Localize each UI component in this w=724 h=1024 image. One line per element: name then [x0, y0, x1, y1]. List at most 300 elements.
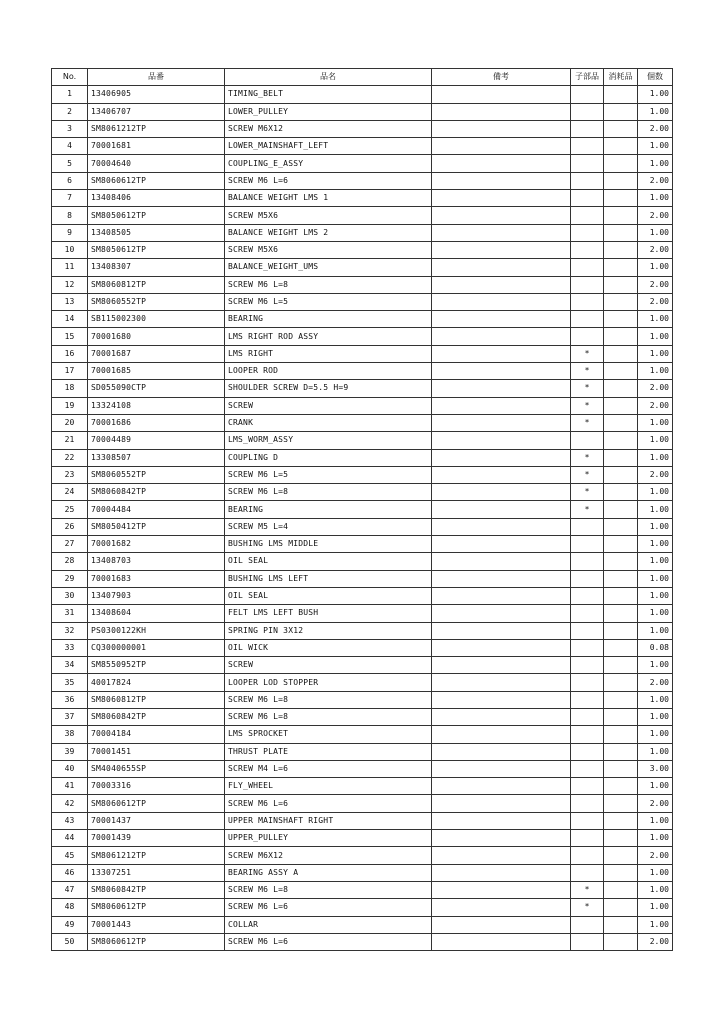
remarks-cell [432, 397, 571, 414]
consumable-mark-cell [604, 674, 638, 691]
row-number-cell: 7 [52, 190, 88, 207]
row-number-cell: 43 [52, 812, 88, 829]
part-number-cell: SM8060552TP [88, 293, 225, 310]
remarks-cell [432, 536, 571, 553]
part-number-cell: SM8060812TP [88, 691, 225, 708]
sub-part-mark-cell [571, 276, 604, 293]
consumable-mark-cell [604, 570, 638, 587]
table-row [52, 259, 673, 276]
quantity-cell: 1.00 [638, 830, 673, 847]
quantity-cell: 1.00 [638, 899, 673, 916]
remarks-cell [432, 864, 571, 881]
part-name-cell: FLY_WHEEL [225, 778, 432, 795]
sub-part-mark-cell [571, 933, 604, 950]
row-number-cell: 30 [52, 587, 88, 604]
row-number-cell: 50 [52, 933, 88, 950]
part-number-cell: SM8060552TP [88, 466, 225, 483]
quantity-cell: 1.00 [638, 587, 673, 604]
sub-part-mark-cell [571, 830, 604, 847]
remarks-cell [432, 639, 571, 656]
part-number-cell: 70001439 [88, 830, 225, 847]
part-name-cell: BUSHING LMS MIDDLE [225, 536, 432, 553]
part-number-cell: SM8060842TP [88, 484, 225, 501]
table-row [52, 518, 673, 535]
part-name-cell: OIL SEAL [225, 553, 432, 570]
consumable-mark-cell [604, 259, 638, 276]
row-number-cell: 26 [52, 518, 88, 535]
part-number-cell: 70001437 [88, 812, 225, 829]
row-number-cell: 13 [52, 293, 88, 310]
row-number-cell: 34 [52, 657, 88, 674]
part-name-cell: LMS RIGHT ROD ASSY [225, 328, 432, 345]
quantity-cell: 1.00 [638, 726, 673, 743]
consumable-mark-cell [604, 311, 638, 328]
table-row [52, 311, 673, 328]
part-name-cell: UPPER_PULLEY [225, 830, 432, 847]
part-number-cell: SM8050412TP [88, 518, 225, 535]
quantity-cell: 2.00 [638, 933, 673, 950]
consumable-mark-cell [604, 207, 638, 224]
consumable-mark-cell [604, 328, 638, 345]
row-number-cell: 18 [52, 380, 88, 397]
part-name-cell: LOWER_MAINSHAFT_LEFT [225, 138, 432, 155]
sub-part-mark-cell [571, 103, 604, 120]
consumable-mark-cell [604, 414, 638, 431]
table-row [52, 553, 673, 570]
remarks-cell [432, 86, 571, 103]
header-part-name: 品名 [225, 69, 432, 86]
sub-part-mark-cell [571, 224, 604, 241]
table-row [52, 345, 673, 362]
table-row [52, 899, 673, 916]
quantity-cell: 1.00 [638, 553, 673, 570]
remarks-cell [432, 103, 571, 120]
table-row [52, 847, 673, 864]
part-number-cell: 13408406 [88, 190, 225, 207]
part-number-cell: SM8060612TP [88, 933, 225, 950]
row-number-cell: 35 [52, 674, 88, 691]
sub-part-mark-cell [571, 553, 604, 570]
row-number-cell: 14 [52, 311, 88, 328]
part-name-cell: LOWER_PULLEY [225, 103, 432, 120]
part-number-cell: SM8061212TP [88, 120, 225, 137]
quantity-cell: 1.00 [638, 778, 673, 795]
part-number-cell: SM8060612TP [88, 899, 225, 916]
quantity-cell: 1.00 [638, 138, 673, 155]
part-number-cell: CQ300000001 [88, 639, 225, 656]
header-consumable: 消耗品 [604, 69, 638, 86]
remarks-cell [432, 674, 571, 691]
consumable-mark-cell [604, 536, 638, 553]
table-row [52, 812, 673, 829]
remarks-cell [432, 414, 571, 431]
row-number-cell: 36 [52, 691, 88, 708]
table-row [52, 241, 673, 258]
consumable-mark-cell [604, 432, 638, 449]
row-number-cell: 37 [52, 708, 88, 725]
quantity-cell: 1.00 [638, 622, 673, 639]
row-number-cell: 16 [52, 345, 88, 362]
table-row [52, 830, 673, 847]
part-name-cell: FELT LMS LEFT BUSH [225, 605, 432, 622]
sub-part-mark-cell [571, 726, 604, 743]
row-number-cell: 31 [52, 605, 88, 622]
remarks-cell [432, 328, 571, 345]
quantity-cell: 1.00 [638, 432, 673, 449]
quantity-cell: 1.00 [638, 449, 673, 466]
quantity-cell: 1.00 [638, 224, 673, 241]
table-row [52, 138, 673, 155]
remarks-cell [432, 691, 571, 708]
sub-part-mark-cell: * [571, 345, 604, 362]
sub-part-mark-cell [571, 674, 604, 691]
part-name-cell: BEARING ASSY A [225, 864, 432, 881]
row-number-cell: 42 [52, 795, 88, 812]
consumable-mark-cell [604, 518, 638, 535]
table-row [52, 622, 673, 639]
quantity-cell: 1.00 [638, 518, 673, 535]
sub-part-mark-cell [571, 916, 604, 933]
table-row [52, 276, 673, 293]
table-row [52, 674, 673, 691]
quantity-cell: 2.00 [638, 241, 673, 258]
table-row [52, 484, 673, 501]
table-row [52, 916, 673, 933]
row-number-cell: 3 [52, 120, 88, 137]
table-row [52, 743, 673, 760]
remarks-cell [432, 778, 571, 795]
quantity-cell: 1.00 [638, 190, 673, 207]
quantity-cell: 3.00 [638, 760, 673, 777]
remarks-cell [432, 380, 571, 397]
quantity-cell: 1.00 [638, 414, 673, 431]
consumable-mark-cell [604, 103, 638, 120]
consumable-mark-cell [604, 847, 638, 864]
part-number-cell: SM8060612TP [88, 795, 225, 812]
part-number-cell: 13308507 [88, 449, 225, 466]
part-number-cell: SM8060812TP [88, 276, 225, 293]
part-number-cell: 13406707 [88, 103, 225, 120]
table-row [52, 778, 673, 795]
row-number-cell: 15 [52, 328, 88, 345]
part-number-cell: 70004484 [88, 501, 225, 518]
part-name-cell: SCREW [225, 657, 432, 674]
table-row [52, 570, 673, 587]
part-name-cell: LOOPER LOD STOPPER [225, 674, 432, 691]
part-name-cell: SCREW M6X12 [225, 120, 432, 137]
sub-part-mark-cell: * [571, 466, 604, 483]
consumable-mark-cell [604, 155, 638, 172]
remarks-cell [432, 587, 571, 604]
table-row [52, 224, 673, 241]
part-name-cell: BEARING [225, 501, 432, 518]
sub-part-mark-cell: * [571, 363, 604, 380]
sub-part-mark-cell [571, 328, 604, 345]
consumable-mark-cell [604, 881, 638, 898]
header-no: No. [52, 69, 88, 86]
table-row [52, 726, 673, 743]
sub-part-mark-cell [571, 190, 604, 207]
row-number-cell: 11 [52, 259, 88, 276]
remarks-cell [432, 501, 571, 518]
quantity-cell: 2.00 [638, 172, 673, 189]
remarks-cell [432, 553, 571, 570]
quantity-cell: 1.00 [638, 570, 673, 587]
remarks-cell [432, 605, 571, 622]
consumable-mark-cell [604, 241, 638, 258]
consumable-mark-cell [604, 778, 638, 795]
part-number-cell: 13324108 [88, 397, 225, 414]
part-name-cell: TIMING_BELT [225, 86, 432, 103]
quantity-cell: 1.00 [638, 691, 673, 708]
part-name-cell: BALANCE WEIGHT LMS 2 [225, 224, 432, 241]
consumable-mark-cell [604, 708, 638, 725]
consumable-mark-cell [604, 899, 638, 916]
part-name-cell: LMS RIGHT [225, 345, 432, 362]
sub-part-mark-cell [571, 708, 604, 725]
table-header-row [52, 69, 673, 86]
table-row [52, 103, 673, 120]
quantity-cell: 2.00 [638, 293, 673, 310]
part-name-cell: SPRING PIN 3X12 [225, 622, 432, 639]
remarks-cell [432, 795, 571, 812]
consumable-mark-cell [604, 639, 638, 656]
sub-part-mark-cell [571, 432, 604, 449]
remarks-cell [432, 466, 571, 483]
consumable-mark-cell [604, 657, 638, 674]
part-name-cell: SCREW M5X6 [225, 241, 432, 258]
part-number-cell: 70001687 [88, 345, 225, 362]
row-number-cell: 2 [52, 103, 88, 120]
remarks-cell [432, 345, 571, 362]
sub-part-mark-cell [571, 293, 604, 310]
sub-part-mark-cell [571, 847, 604, 864]
row-number-cell: 41 [52, 778, 88, 795]
part-number-cell: 13406905 [88, 86, 225, 103]
row-number-cell: 32 [52, 622, 88, 639]
sub-part-mark-cell [571, 605, 604, 622]
table-body [52, 86, 673, 951]
sub-part-mark-cell [571, 639, 604, 656]
sub-part-mark-cell [571, 795, 604, 812]
row-number-cell: 6 [52, 172, 88, 189]
table-row [52, 293, 673, 310]
sub-part-mark-cell [571, 570, 604, 587]
part-number-cell: 70001451 [88, 743, 225, 760]
sub-part-mark-cell [571, 138, 604, 155]
row-number-cell: 25 [52, 501, 88, 518]
quantity-cell: 1.00 [638, 103, 673, 120]
remarks-cell [432, 120, 571, 137]
remarks-cell [432, 657, 571, 674]
remarks-cell [432, 518, 571, 535]
part-number-cell: SM8060612TP [88, 172, 225, 189]
sub-part-mark-cell [571, 120, 604, 137]
quantity-cell: 1.00 [638, 605, 673, 622]
remarks-cell [432, 172, 571, 189]
sub-part-mark-cell [571, 241, 604, 258]
part-number-cell: SM8050612TP [88, 241, 225, 258]
row-number-cell: 44 [52, 830, 88, 847]
sub-part-mark-cell [571, 812, 604, 829]
row-number-cell: 9 [52, 224, 88, 241]
part-name-cell: SCREW M6 L=8 [225, 484, 432, 501]
table-row [52, 466, 673, 483]
table-row [52, 933, 673, 950]
part-number-cell: 40017824 [88, 674, 225, 691]
part-number-cell: 13407903 [88, 587, 225, 604]
row-number-cell: 33 [52, 639, 88, 656]
row-number-cell: 21 [52, 432, 88, 449]
part-number-cell: SM8060842TP [88, 881, 225, 898]
quantity-cell: 1.00 [638, 155, 673, 172]
consumable-mark-cell [604, 726, 638, 743]
row-number-cell: 20 [52, 414, 88, 431]
quantity-cell: 1.00 [638, 916, 673, 933]
remarks-cell [432, 916, 571, 933]
consumable-mark-cell [604, 449, 638, 466]
table-row [52, 501, 673, 518]
sub-part-mark-cell [571, 743, 604, 760]
consumable-mark-cell [604, 86, 638, 103]
part-number-cell: PS0300122KH [88, 622, 225, 639]
part-number-cell: 13408505 [88, 224, 225, 241]
consumable-mark-cell [604, 864, 638, 881]
quantity-cell: 1.00 [638, 484, 673, 501]
quantity-cell: 1.00 [638, 259, 673, 276]
row-number-cell: 38 [52, 726, 88, 743]
part-number-cell: 70004489 [88, 432, 225, 449]
header-quantity: 個数 [638, 69, 673, 86]
part-number-cell: 70001683 [88, 570, 225, 587]
part-name-cell: COUPLING_E_ASSY [225, 155, 432, 172]
consumable-mark-cell [604, 743, 638, 760]
quantity-cell: 1.00 [638, 743, 673, 760]
part-number-cell: SD055090CTP [88, 380, 225, 397]
row-number-cell: 19 [52, 397, 88, 414]
table-row [52, 363, 673, 380]
part-number-cell: 70001681 [88, 138, 225, 155]
remarks-cell [432, 293, 571, 310]
quantity-cell: 2.00 [638, 120, 673, 137]
sub-part-mark-cell [571, 518, 604, 535]
remarks-cell [432, 363, 571, 380]
table-row [52, 605, 673, 622]
table-row [52, 172, 673, 189]
part-name-cell: OIL SEAL [225, 587, 432, 604]
part-number-cell: 70004640 [88, 155, 225, 172]
sub-part-mark-cell [571, 622, 604, 639]
remarks-cell [432, 726, 571, 743]
remarks-cell [432, 276, 571, 293]
row-number-cell: 40 [52, 760, 88, 777]
part-name-cell: BUSHING LMS LEFT [225, 570, 432, 587]
remarks-cell [432, 743, 571, 760]
row-number-cell: 49 [52, 916, 88, 933]
header-remarks: 備考 [432, 69, 571, 86]
consumable-mark-cell [604, 172, 638, 189]
sub-part-mark-cell [571, 864, 604, 881]
quantity-cell: 2.00 [638, 397, 673, 414]
remarks-cell [432, 847, 571, 864]
remarks-cell [432, 449, 571, 466]
remarks-cell [432, 484, 571, 501]
table-row [52, 328, 673, 345]
table-row [52, 380, 673, 397]
part-name-cell: SCREW M6 L=6 [225, 899, 432, 916]
part-name-cell: SCREW M6X12 [225, 847, 432, 864]
consumable-mark-cell [604, 345, 638, 362]
consumable-mark-cell [604, 812, 638, 829]
remarks-cell [432, 830, 571, 847]
part-number-cell: 13408604 [88, 605, 225, 622]
consumable-mark-cell [604, 466, 638, 483]
table-row [52, 397, 673, 414]
table-row [52, 449, 673, 466]
part-name-cell: SCREW M6 L=8 [225, 691, 432, 708]
quantity-cell: 1.00 [638, 881, 673, 898]
table-row [52, 86, 673, 103]
row-number-cell: 47 [52, 881, 88, 898]
part-name-cell: SCREW M6 L=8 [225, 276, 432, 293]
row-number-cell: 28 [52, 553, 88, 570]
part-number-cell: 13408703 [88, 553, 225, 570]
part-name-cell: SCREW M6 L=8 [225, 881, 432, 898]
remarks-cell [432, 933, 571, 950]
quantity-cell: 1.00 [638, 328, 673, 345]
table-row [52, 708, 673, 725]
part-number-cell: SM8061212TP [88, 847, 225, 864]
sub-part-mark-cell: * [571, 899, 604, 916]
part-number-cell: 70001685 [88, 363, 225, 380]
part-name-cell: THRUST PLATE [225, 743, 432, 760]
part-name-cell: COLLAR [225, 916, 432, 933]
consumable-mark-cell [604, 120, 638, 137]
remarks-cell [432, 622, 571, 639]
part-name-cell: SCREW M4 L=6 [225, 760, 432, 777]
consumable-mark-cell [604, 276, 638, 293]
quantity-cell: 2.00 [638, 847, 673, 864]
part-number-cell: 13307251 [88, 864, 225, 881]
part-name-cell: SCREW M6 L=6 [225, 795, 432, 812]
quantity-cell: 2.00 [638, 466, 673, 483]
sub-part-mark-cell [571, 760, 604, 777]
row-number-cell: 5 [52, 155, 88, 172]
remarks-cell [432, 881, 571, 898]
table-row [52, 414, 673, 431]
quantity-cell: 1.00 [638, 657, 673, 674]
sub-part-mark-cell: * [571, 449, 604, 466]
remarks-cell [432, 899, 571, 916]
part-number-cell: SM8060842TP [88, 708, 225, 725]
table-row [52, 795, 673, 812]
quantity-cell: 2.00 [638, 674, 673, 691]
sub-part-mark-cell [571, 778, 604, 795]
consumable-mark-cell [604, 397, 638, 414]
part-number-cell: 70001686 [88, 414, 225, 431]
consumable-mark-cell [604, 622, 638, 639]
consumable-mark-cell [604, 553, 638, 570]
table-row [52, 864, 673, 881]
table-row [52, 587, 673, 604]
table-row [52, 657, 673, 674]
header-part-number: 品番 [88, 69, 225, 86]
consumable-mark-cell [604, 795, 638, 812]
sub-part-mark-cell: * [571, 484, 604, 501]
consumable-mark-cell [604, 224, 638, 241]
quantity-cell: 1.00 [638, 864, 673, 881]
quantity-cell: 2.00 [638, 207, 673, 224]
